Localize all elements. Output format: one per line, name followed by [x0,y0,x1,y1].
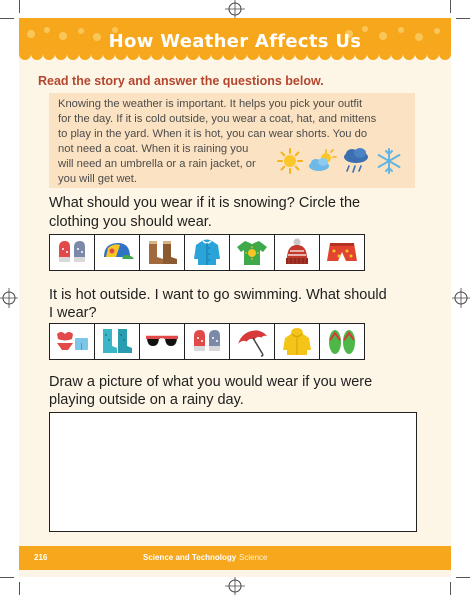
clothing-choice[interactable] [185,235,230,270]
winter-coat-icon [188,237,226,268]
story-line: you will get wet. [58,173,137,185]
crop-mark [0,577,14,578]
drawing-area[interactable] [49,412,417,532]
question-1-line: What should you wear if it is snowing? Circle the [49,195,361,211]
crop-mark [450,582,451,595]
page-number: 216 [34,553,48,562]
sunglasses-icon [143,326,181,357]
crop-mark [450,0,451,13]
sun-icon [277,148,303,174]
shorts-icon [323,237,361,268]
crop-mark [19,582,20,595]
boots-icon [143,237,181,268]
footer-subject: Science and Technology [143,553,237,562]
clothing-choice[interactable] [50,324,95,359]
registration-mark-left [0,288,18,308]
crop-mark [0,18,14,19]
swimsuit-icon [53,326,91,357]
snowflake-icon [376,148,402,174]
story-line: Knowing the weather is important. It helps you pick your outfit [58,98,363,110]
title-banner [19,18,451,62]
crop-mark [19,0,20,13]
story-line: not need a coat. When it is raining you [58,143,249,155]
clothing-choice[interactable] [320,235,364,270]
crop-mark [456,18,470,19]
clothing-choice[interactable] [230,235,275,270]
instruction-text: Read the story and answer the questions below. [38,74,324,88]
rain-boots-icon [98,326,136,357]
registration-mark-bottom [225,577,245,595]
clothing-choice[interactable] [275,235,320,270]
clothing-choice[interactable] [185,324,230,359]
t-shirt-icon [233,237,271,268]
story-box [49,93,415,188]
clothing-choice[interactable] [320,324,364,359]
story-line: will need an umbrella or a rain jacket, or [58,158,256,170]
story-line: for the day. If it is cold outside, you wear a coat, hat, and mittens [58,113,377,125]
rain-cloud-icon [341,146,371,176]
question-3-line: playing outside on a rainy day. [49,392,244,408]
clothing-choice[interactable] [140,324,185,359]
question-3-line: Draw a picture of what you would wear if you were [49,374,373,390]
question-1-line: clothing you should wear. [49,214,212,230]
footer-topic: Science [239,553,268,562]
question-2-clothing-row [49,323,365,360]
mittens-icon [188,326,226,357]
clothing-choice[interactable] [95,235,140,270]
knit-hat-icon [278,237,316,268]
clothing-choice[interactable] [275,324,320,359]
question-2-line: I wear? [49,305,97,321]
crop-mark [456,577,470,578]
footer-bar [19,546,451,570]
rain-jacket-icon [278,326,316,357]
clothing-choice[interactable] [95,324,140,359]
mittens-icon [53,237,91,268]
registration-mark-top [225,0,245,18]
clothing-choice[interactable] [230,324,275,359]
clothing-choice[interactable] [50,235,95,270]
question-2-line: It is hot outside. I want to go swimming. What should [49,287,387,303]
partly-cloudy-icon [307,148,337,174]
baseball-cap-icon [98,237,136,268]
umbrella-icon [233,326,271,357]
story-line: to play in the yard. When it is hot, you can wear shorts. You do [58,128,368,140]
page-title: How Weather Affects Us [108,31,362,52]
question-1-clothing-row [49,234,365,271]
clothing-choice[interactable] [140,235,185,270]
registration-mark-right [452,288,470,308]
flip-flops-icon [323,326,361,357]
